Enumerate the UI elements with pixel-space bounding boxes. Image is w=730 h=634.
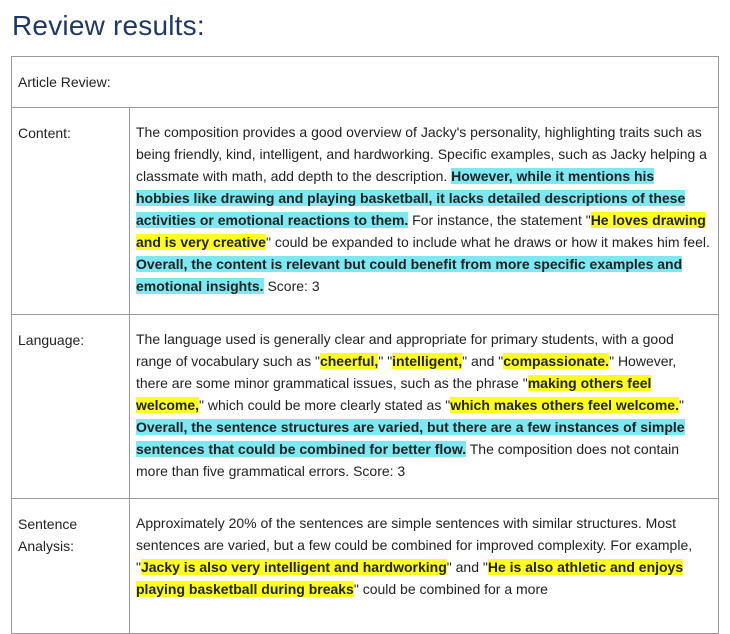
highlighted-phrase: He is also athletic and enjoys playing basketball during breaks bbox=[136, 559, 684, 597]
row-text-language bbox=[130, 315, 719, 499]
highlighted-phrase: compassionate. bbox=[503, 353, 610, 369]
highlighted-phrase: Jacky is also very intelligent and hardworking bbox=[140, 559, 447, 575]
highlighted-phrase: cheerful, bbox=[319, 353, 379, 369]
highlighted-phrase: He loves drawing and is very creative bbox=[136, 212, 706, 250]
row-label-language: Language: bbox=[12, 315, 130, 499]
review-text: " could be expanded to include what he draws or how it makes him feel. bbox=[265, 234, 710, 250]
review-text: " and " bbox=[462, 353, 504, 369]
highlighted-sentence: Overall, the sentence structures are varied, but there are a few instances of simple sentences that could be combined for better flow. bbox=[136, 419, 685, 457]
row-text-content bbox=[130, 108, 719, 315]
review-text: Score: 3 bbox=[263, 278, 320, 294]
page-title: Review results: bbox=[12, 10, 205, 41]
row-label-sentence-analysis: Sentence Analysis: bbox=[12, 499, 130, 634]
review-text: " which could be more clearly stated as " bbox=[199, 397, 451, 413]
review-text: For instance, the statement " bbox=[408, 212, 591, 228]
highlighted-sentence: However, while it mentions his hobbies like drawing and playing basketball, it lacks detailed descriptions of these activities or emotional reactions to them. bbox=[136, 168, 686, 228]
highlighted-phrase: which makes others feel welcome. bbox=[450, 397, 679, 413]
table-row bbox=[12, 108, 719, 315]
review-text: " could be combined for a more bbox=[353, 581, 548, 597]
review-text: The composition provides a good overview of Jacky's personality, highlighting traits such as being friendly, kind, intelligent, and hardworking. Specific examples, such as Jacky helping a classmate with math, add depth to the description. bbox=[136, 124, 707, 184]
highlighted-phrase: making others feel welcome, bbox=[136, 375, 652, 413]
review-text: Approximately 20% of the sentences are simple sentences with similar structures. Most sentences are varied, but a few could be combined for improved complexity. For example, " bbox=[136, 515, 693, 575]
highlighted-phrase: intelligent, bbox=[392, 353, 463, 369]
review-text: The language used is generally clear and appropriate for primary students, with a good range of vocabulary such as " bbox=[136, 331, 674, 369]
table-header: Article Review: bbox=[12, 57, 719, 108]
review-text: " bbox=[678, 397, 684, 413]
table-row bbox=[12, 315, 719, 499]
review-text: " " bbox=[378, 353, 393, 369]
table-header-row bbox=[12, 57, 719, 108]
highlighted-sentence: Overall, the content is relevant but could benefit from more specific examples and emotional insights. bbox=[136, 256, 683, 294]
review-text: " However, there are some minor grammatical issues, such as the phrase " bbox=[136, 353, 677, 391]
table-row bbox=[12, 499, 719, 634]
row-label-content: Content: bbox=[12, 108, 130, 315]
review-table bbox=[11, 56, 719, 634]
review-text: The composition does not contain more than five grammatical errors. Score: 3 bbox=[136, 441, 680, 479]
review-text: " and " bbox=[446, 559, 488, 575]
row-text-sentence-analysis bbox=[130, 499, 719, 634]
